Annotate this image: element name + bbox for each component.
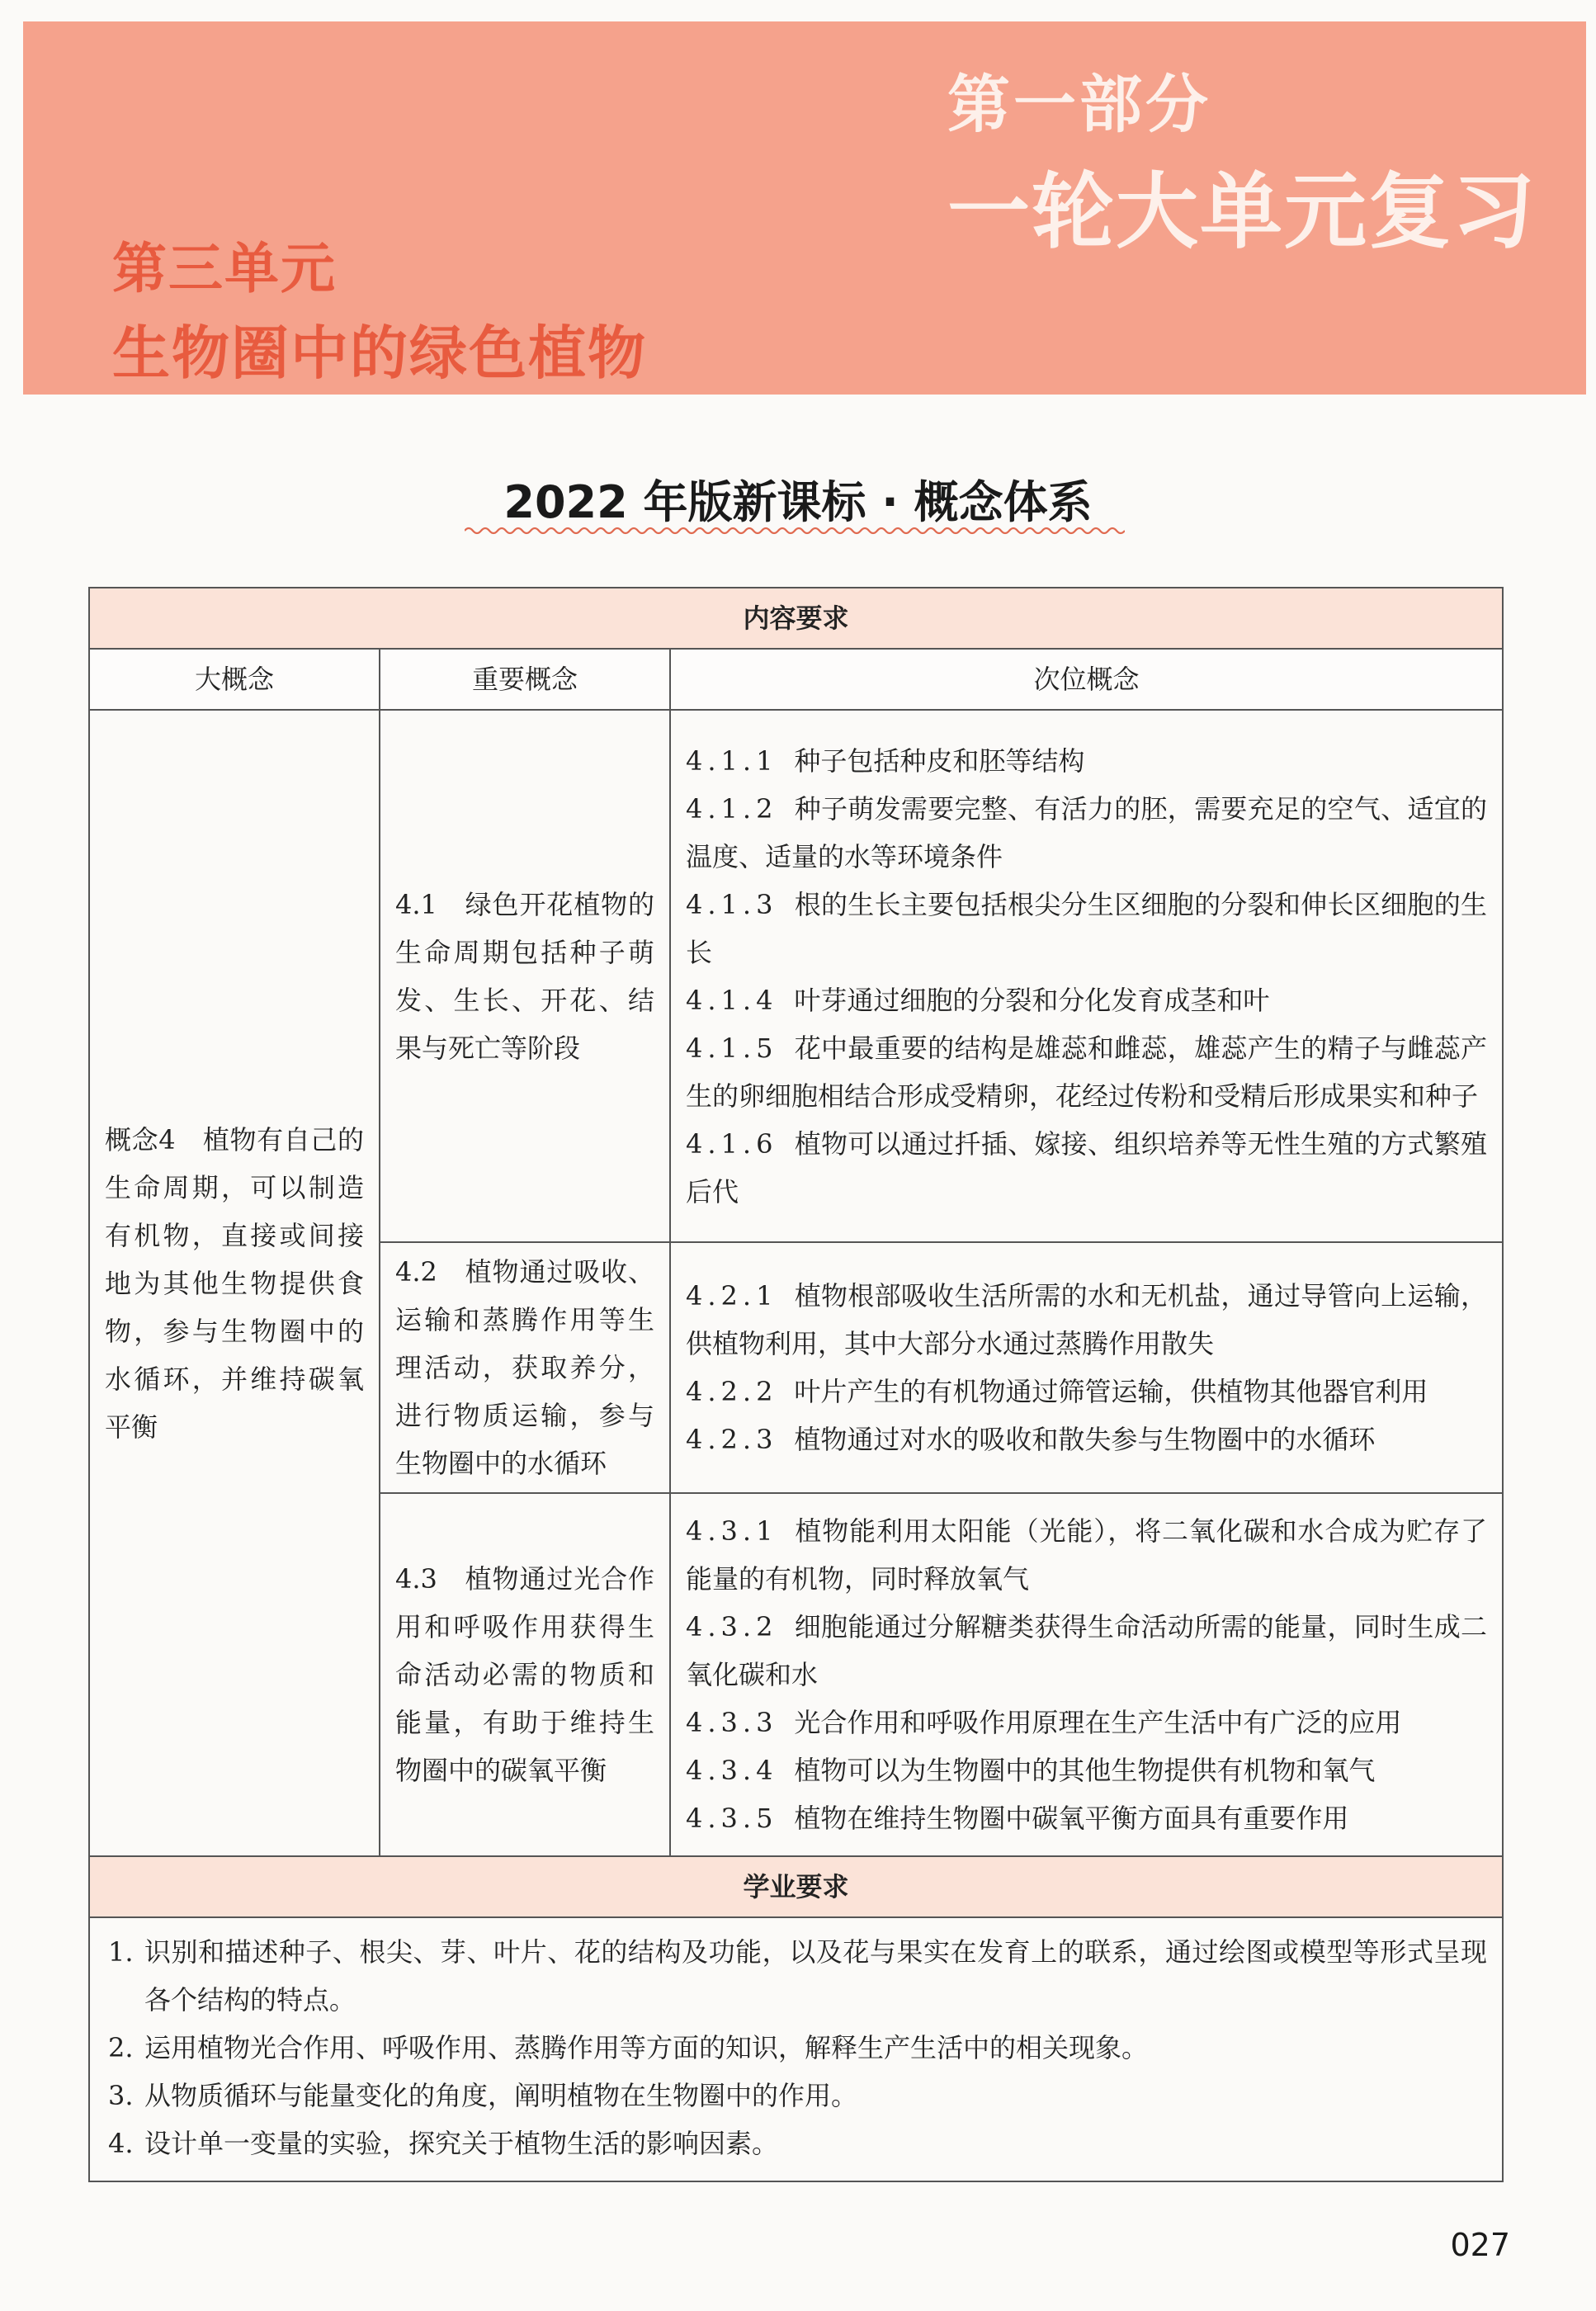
heading-wave-underline bbox=[465, 525, 1125, 536]
content-requirements-header: 内容要求 bbox=[89, 588, 1503, 649]
sub-concept-item: 4.2.2 叶片产生的有机物通过筛管运输，供植物其他器官利用 bbox=[686, 1376, 1428, 1407]
sub-concept-item: 4.1.3 根的生长主要包括根尖分生区细胞的分裂和伸长区细胞的生长 bbox=[686, 888, 1488, 968]
unit-title: 生物圈中的绿色植物 bbox=[112, 319, 647, 387]
sub-concepts-4-2 bbox=[670, 1242, 1503, 1493]
part-label: 第一部分 bbox=[947, 68, 1211, 141]
sub-concept-item: 4.3.1 植物能利用太阳能（光能），将二氧化碳和水合成为贮存了能量的有机物，同时释放氧气 bbox=[686, 1515, 1488, 1595]
sub-concepts-4-3 bbox=[670, 1493, 1503, 1856]
concept-table bbox=[88, 587, 1504, 2182]
unit-banner bbox=[23, 21, 1586, 395]
sub-concept-item: 4.2.1 植物根部吸收生活所需的水和无机盐，通过导管向上运输，供植物利用，其中大部分水通过蒸腾作用散失 bbox=[686, 1280, 1488, 1359]
sub-concept-item: 4.1.2 种子萌发需要完整、有活力的胚，需要充足的空气、适宜的温度、适量的水等环境条件 bbox=[686, 792, 1488, 872]
sub-concept-item: 4.1.6 植物可以通过扦插、嫁接、组织培养等无性生殖的方式繁殖后代 bbox=[686, 1127, 1488, 1207]
sub-concept-item: 4.3.4 植物可以为生物圈中的其他生物提供有机物和氧气 bbox=[686, 1755, 1376, 1786]
requirement-item: 1. 识别和描述种子、根尖、芽、叶片、花的结构及功能，以及花与果实在发育上的联系，通过绘图或模型等形式呈现各个结构的特点。 bbox=[108, 1936, 1488, 2016]
page-number: 027 bbox=[1450, 2227, 1510, 2263]
important-concept-4-2: 4.2 植物通过吸收、运输和蒸腾作用等生理活动，获取养分，进行物质运输，参与生物圈中的水循环 bbox=[380, 1242, 670, 1493]
part-title: 一轮大单元复习 bbox=[947, 163, 1537, 260]
big-concept-cell: 概念4 植物有自己的生命周期，可以制造有机物，直接或间接地为其他生物提供食物，参与生物圈中的水循环，并维持碳氧平衡 bbox=[89, 710, 380, 1856]
sub-concept-item: 4.2.3 植物通过对水的吸收和散失参与生物圈中的水循环 bbox=[686, 1424, 1376, 1455]
academic-requirements-list bbox=[89, 1917, 1503, 2181]
important-concept-4-3: 4.3 植物通过光合作用和呼吸作用获得生命活动必需的物质和能量，有助于维持生物圈中的碳氧平衡 bbox=[380, 1493, 670, 1856]
unit-number: 第三单元 bbox=[112, 237, 337, 300]
column-header-important-concept: 重要概念 bbox=[380, 649, 670, 710]
column-header-sub-concept: 次位概念 bbox=[670, 649, 1503, 710]
sub-concept-item: 4.1.5 花中最重要的结构是雄蕊和雌蕊，雄蕊产生的精子与雌蕊产生的卵细胞相结合形成受精卵，花经过传粉和受精后形成果实和种子 bbox=[686, 1032, 1488, 1112]
sub-concept-item: 4.3.3 光合作用和呼吸作用原理在生产生活中有广泛的应用 bbox=[686, 1707, 1402, 1738]
sub-concept-item: 4.3.5 植物在维持生物圈中碳氧平衡方面具有重要作用 bbox=[686, 1803, 1349, 1834]
sub-concept-item: 4.3.2 细胞能通过分解糖类获得生命活动所需的能量，同时生成二氧化碳和水 bbox=[686, 1611, 1488, 1690]
academic-requirements-header: 学业要求 bbox=[89, 1856, 1503, 1917]
section-heading: 2022 年版新课标 · 概念体系 bbox=[503, 476, 1093, 528]
sub-concept-item: 4.1.4 叶芽通过细胞的分裂和分化发育成茎和叶 bbox=[686, 984, 1270, 1016]
requirement-item: 2. 运用植物光合作用、呼吸作用、蒸腾作用等方面的知识，解释生产生活中的相关现象。 bbox=[108, 2032, 1149, 2063]
requirement-item: 3. 从物质循环与能量变化的角度，阐明植物在生物圈中的作用。 bbox=[108, 2080, 858, 2111]
sub-concepts-4-1 bbox=[670, 710, 1503, 1242]
important-concept-4-1: 4.1 绿色开花植物的生命周期包括种子萌发、生长、开花、结果与死亡等阶段 bbox=[380, 710, 670, 1242]
requirement-item: 4. 设计单一变量的实验，探究关于植物生活的影响因素。 bbox=[108, 2128, 779, 2159]
column-header-big-concept: 大概念 bbox=[89, 649, 380, 710]
sub-concept-item: 4.1.1 种子包括种皮和胚等结构 bbox=[686, 744, 1085, 777]
